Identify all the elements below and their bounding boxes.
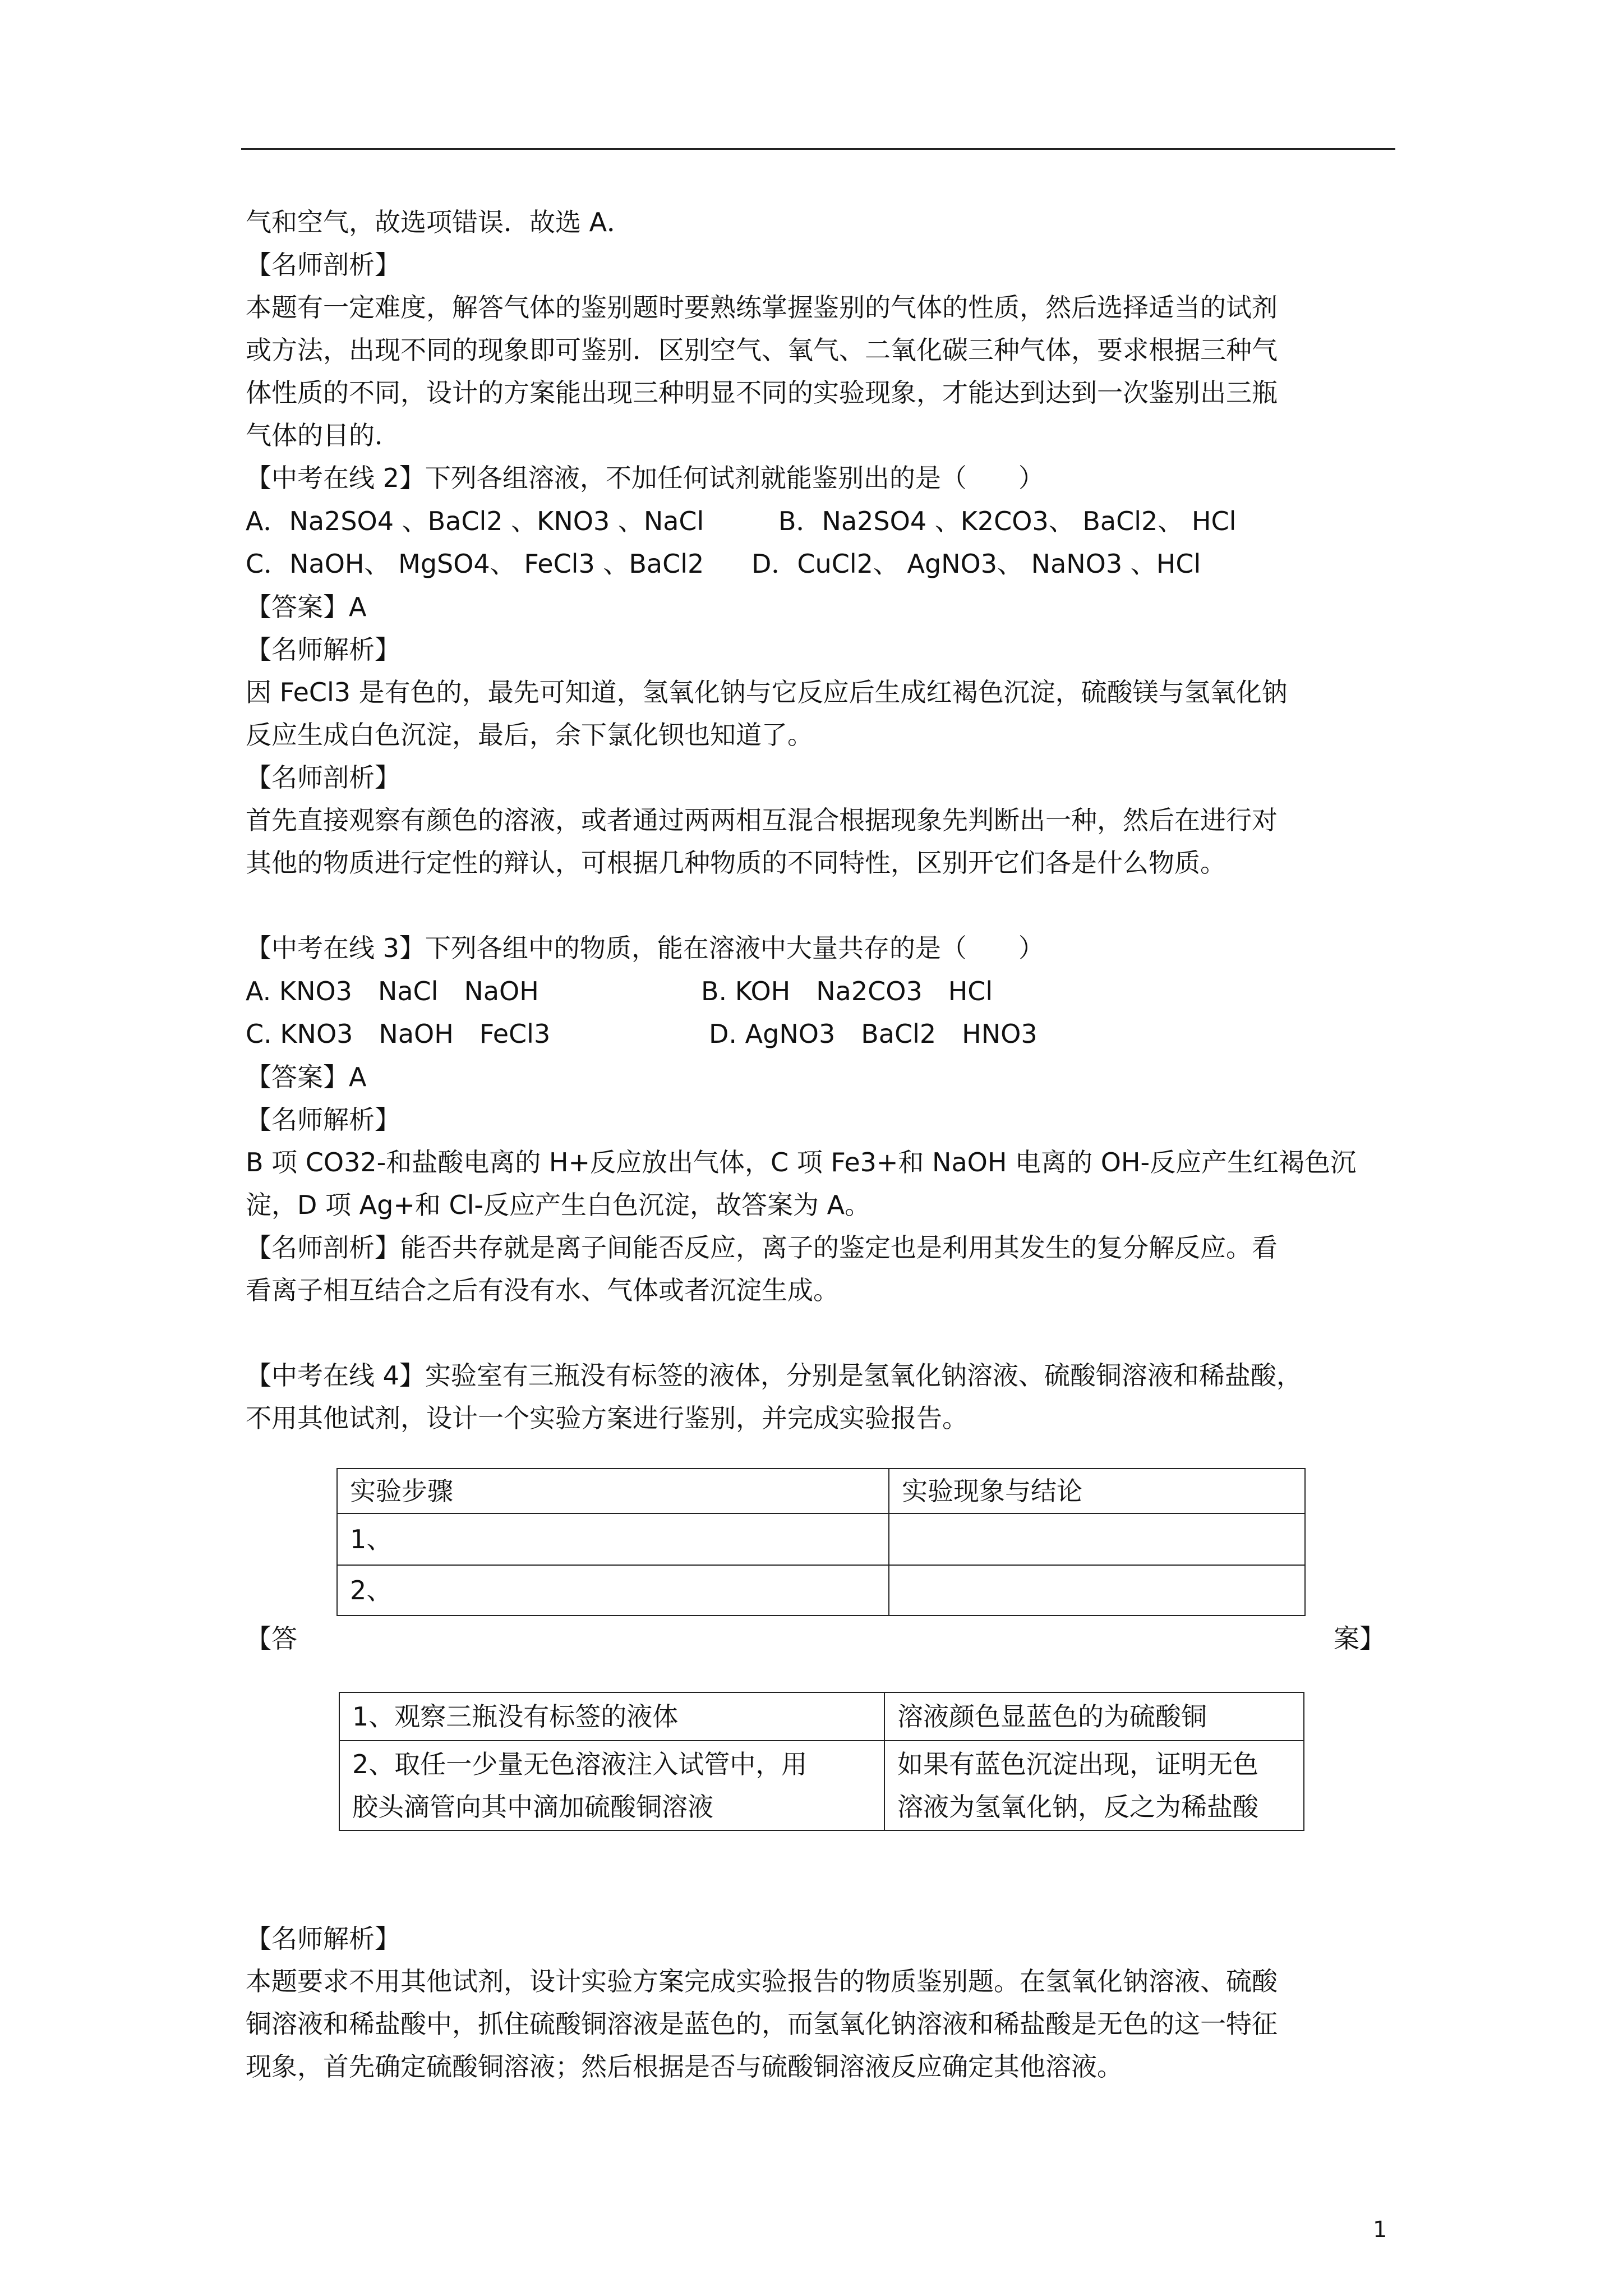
cell-line: 溶液为氢氧化钠，反之为稀盐酸 [897, 1792, 1258, 1822]
text-line: 气和空气，故选项错误．故选 A． [246, 207, 633, 237]
page-number: 1 [1373, 2217, 1387, 2243]
table-cell: 1、 [337, 1513, 889, 1565]
answer: 【答案】A [246, 1062, 367, 1092]
option-a: A．Na2SO4 、BaCl2 、KNO3 、NaCl [246, 506, 704, 536]
cell-line: 2、取任一少量无色溶液注入试管中，用 [352, 1749, 808, 1779]
text-line: 首先直接观察有颜色的溶液，或者通过两两相互混合根据现象先判断出一种，然后在进行对 [246, 805, 1278, 835]
text-line: 因 FeCl3 是有色的，最先可知道，氢氧化钠与它反应后生成红褐色沉淀，硫酸镁与氢氧化钠 [246, 677, 1288, 707]
answer-label-right: 案】 [1334, 1623, 1385, 1654]
table-cell: 1、观察三瓶没有标签的液体 [339, 1692, 884, 1741]
section-heading: 【名师剖析】 [246, 762, 400, 793]
question-title: 【中考在线 2】下列各组溶液，不加任何试剂就能鉴别出的是（ ） [246, 463, 1044, 493]
section-heading: 【名师剖析】 [246, 250, 400, 280]
text-line: 铜溶液和稀盐酸中，抓住硫酸铜溶液是蓝色的，而氢氧化钠溶液和稀盐酸是无色的这一特征 [246, 2009, 1278, 2039]
answer-report-table [339, 1692, 1304, 1831]
option-c: C．NaOH、 MgSO4、 FeCl3 、BaCl2 [246, 549, 704, 579]
text-line: 本题有一定难度，解答气体的鉴别题时要熟练掌握鉴别的气体的性质，然后选择适当的试剂 [246, 292, 1278, 323]
question-title: 【中考在线 3】下列各组中的物质，能在溶液中大量共存的是（ ） [246, 933, 1044, 963]
cell-line: 如果有蓝色沉淀出现，证明无色 [897, 1749, 1258, 1779]
text-line: 淀，D 项 Ag+和 Cl-反应产生白色沉淀，故答案为 A。 [246, 1190, 871, 1220]
header-rule [241, 148, 1395, 150]
blank-report-table [336, 1468, 1306, 1616]
table-cell [889, 1513, 1305, 1565]
option-d: D. AgNO3 BaCl2 HNO3 [709, 1019, 1038, 1049]
text-line: 气体的目的． [246, 420, 400, 450]
section-heading: 【名师解析】 [246, 1105, 400, 1135]
table-header-cell: 实验步骤 [337, 1469, 889, 1513]
option-c: C. KNO3 NaOH FeCl3 [246, 1019, 551, 1049]
table-cell [889, 1565, 1305, 1616]
cell-line: 胶头滴管向其中滴加硫酸铜溶液 [352, 1792, 713, 1822]
text-line: 不用其他试剂，设计一个实验方案进行鉴别，并完成实验报告。 [246, 1403, 968, 1433]
table-cell [884, 1741, 1304, 1830]
answer-label-left: 【答 [246, 1623, 297, 1654]
text-line: 其他的物质进行定性的辩认，可根据几种物质的不同特性，区别开它们各是什么物质。 [246, 848, 1226, 878]
answer: 【答案】A [246, 592, 367, 622]
text-line: 看离子相互结合之后有没有水、气体或者沉淀生成。 [246, 1275, 839, 1305]
section-heading: 【名师解析】 [246, 1924, 400, 1954]
question-title: 【中考在线 4】实验室有三瓶没有标签的液体，分别是氢氧化钠溶液、硫酸铜溶液和稀盐酸， [246, 1360, 1302, 1391]
text-line: 本题要求不用其他试剂，设计实验方案完成实验报告的物质鉴别题。在氢氧化钠溶液、硫酸 [246, 1966, 1278, 1996]
section-heading: 【名师解析】 [246, 634, 400, 665]
table-cell: 2、 [337, 1565, 889, 1616]
option-b: B．Na2SO4 、K2CO3、 BaCl2、 HCl [778, 506, 1237, 536]
text-line: 反应生成白色沉淀，最后，余下氯化钡也知道了。 [246, 720, 813, 750]
table-cell [339, 1741, 884, 1830]
text-line: 【名师剖析】能否共存就是离子间能否反应，离子的鉴定也是利用其发生的复分解反应。看 [246, 1232, 1278, 1263]
table-cell: 溶液颜色显蓝色的为硫酸铜 [884, 1692, 1304, 1741]
option-d: D．CuCl2、 AgNO3、 NaNO3 、HCl [751, 549, 1201, 579]
text-line: B 项 CO32-和盐酸电离的 H+反应放出气体，C 项 Fe3+和 NaOH 电离的 OH-反应产生红褐色沉 [246, 1147, 1357, 1177]
text-line: 或方法，出现不同的现象即可鉴别．区别空气、氧气、二氧化碳三种气体，要求根据三种气 [246, 335, 1278, 365]
option-a: A. KNO3 NaCl NaOH [246, 976, 539, 1006]
text-line: 体性质的不同，设计的方案能出现三种明显不同的实验现象，才能达到达到一次鉴别出三瓶 [246, 378, 1278, 408]
text-line: 现象，首先确定硫酸铜溶液；然后根据是否与硫酸铜溶液反应确定其他溶液。 [246, 2051, 1123, 2082]
option-b: B. KOH Na2CO3 HCl [701, 976, 993, 1006]
table-header-cell: 实验现象与结论 [889, 1469, 1305, 1513]
